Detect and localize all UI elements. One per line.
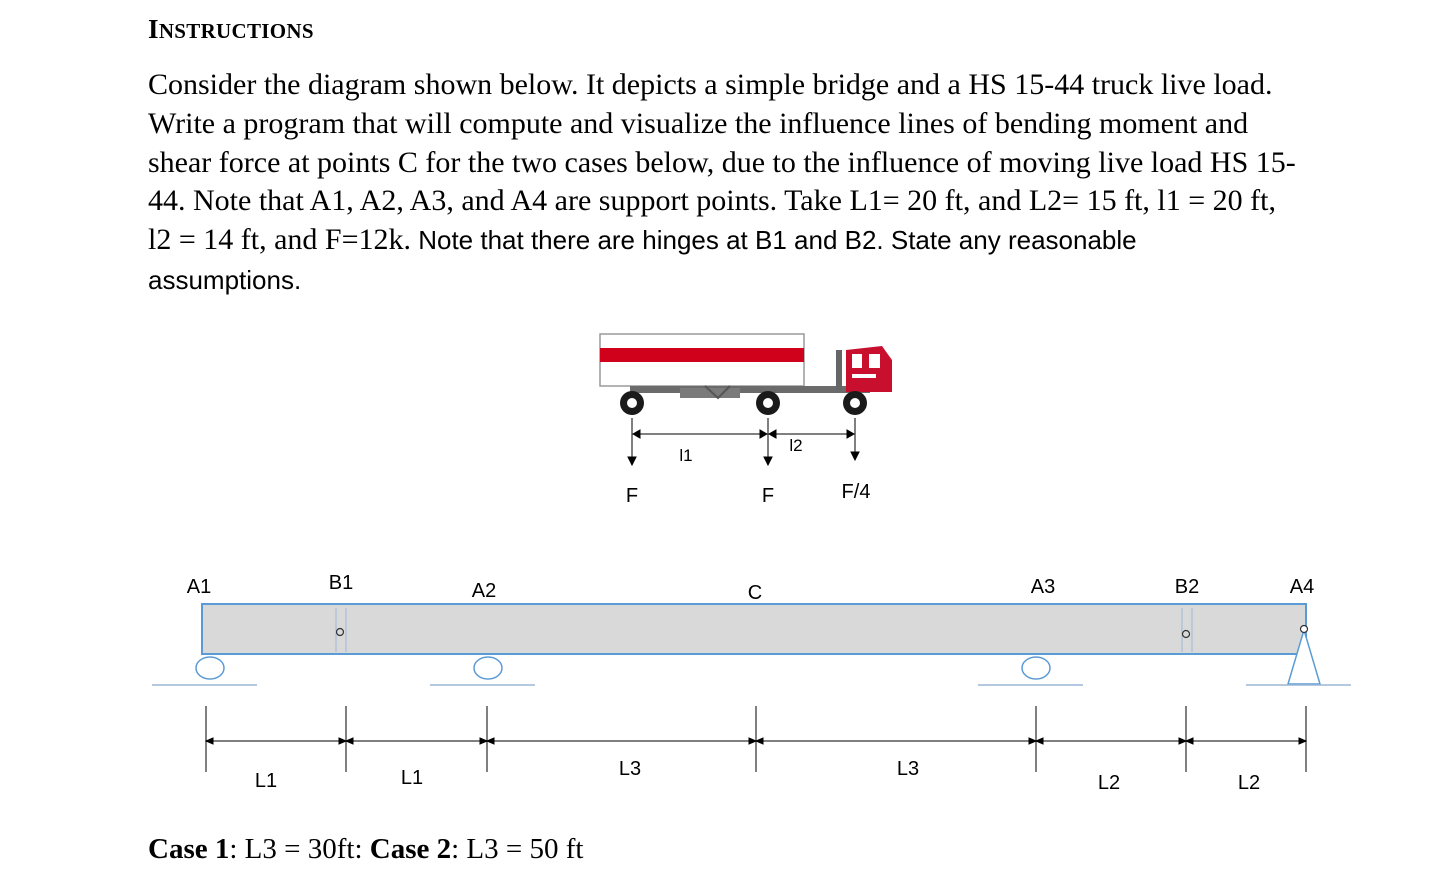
- heading-rest: NSTRUCTIONS: [158, 19, 314, 43]
- span-label-5: L2: [1097, 772, 1121, 794]
- paragraph-line-5-sans: Note that there are hinges at B1 and B2. State any reasonable: [411, 225, 1137, 255]
- truck-label-l1: l1: [679, 446, 693, 465]
- paragraph-line-4: 44. Note that A1, A2, A3, and A4 are support points. Take L1= 20 ft, and L2= 15 ft, l1 = 20 ft,: [148, 184, 1276, 217]
- truck: [600, 334, 892, 415]
- roller-support-a2: [474, 657, 502, 679]
- truck-cab: [846, 346, 892, 392]
- truck-label-l2: l2: [789, 436, 803, 455]
- bridge-beam: [202, 604, 1306, 654]
- load-arrow-3: [851, 452, 859, 460]
- load-label-1: F: [625, 485, 639, 507]
- paragraph-line-1: Consider the diagram shown below. It depicts a simple bridge and a HS 15-44 truck live load.: [148, 68, 1273, 101]
- roller-support-a1: [196, 657, 224, 679]
- point-label-c: C: [747, 582, 763, 604]
- load-arrow-1: [628, 457, 636, 465]
- heading-first-letter: I: [148, 14, 159, 44]
- span-label-4: L3: [896, 758, 920, 780]
- point-label-a2: A2: [471, 580, 497, 602]
- cases-line: [148, 833, 583, 866]
- span-label-1: L1: [254, 770, 278, 792]
- span-dimensions: [206, 706, 1306, 772]
- span-label-6: L2: [1237, 772, 1261, 794]
- paragraph-line-2: Write a program that will compute and visualize the influence lines of bending moment and: [148, 107, 1249, 140]
- load-label-2: F: [761, 485, 775, 507]
- case-1-value: : L3 = 30ft:: [229, 833, 370, 865]
- paragraph-line-5-serif: l2 = 14 ft, and F=12k.: [148, 223, 411, 256]
- case-1-label: Case 1: [148, 833, 230, 865]
- load-label-3: F/4: [841, 481, 871, 503]
- cab-grill: [852, 374, 876, 378]
- point-label-a3: A3: [1030, 576, 1056, 598]
- span-label-3: L3: [618, 758, 642, 780]
- chassis-frame: [630, 386, 870, 393]
- trailer-stripe: [600, 348, 804, 362]
- cab-window-2: [869, 354, 880, 368]
- point-label-a1: A1: [186, 576, 212, 598]
- point-label-a4: A4: [1289, 576, 1315, 598]
- paragraph-line-6: assumptions.: [148, 265, 302, 295]
- case-2-value: : L3 = 50 ft: [451, 833, 584, 865]
- load-arrow-2: [764, 457, 772, 465]
- roller-support-a3: [1022, 657, 1050, 679]
- case-2-label: Case 2: [369, 833, 452, 865]
- axle-load-arrows: [628, 418, 859, 465]
- exhaust-stack: [836, 350, 842, 390]
- cab-window-1: [852, 354, 862, 368]
- point-label-b2: B2: [1174, 576, 1200, 598]
- paragraph-line-3: shear force at points C for the two cases below, due to the influence of moving live load HS 15-: [148, 146, 1296, 179]
- span-label-2: L1: [400, 767, 424, 789]
- point-label-b1: B1: [328, 572, 354, 594]
